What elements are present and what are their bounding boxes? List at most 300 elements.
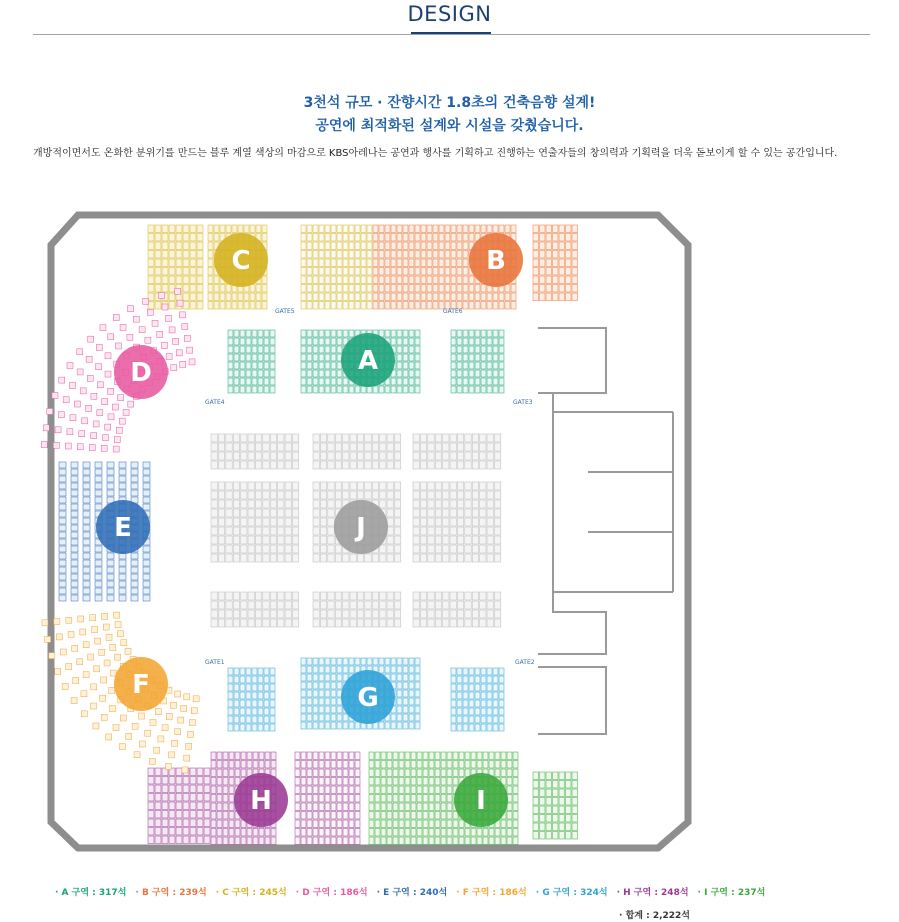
seat <box>457 592 463 600</box>
seat <box>457 716 462 723</box>
seat <box>397 268 402 276</box>
seat <box>162 285 168 293</box>
seat <box>270 708 275 715</box>
seat <box>115 622 121 628</box>
seat <box>176 828 182 836</box>
seat <box>175 288 181 294</box>
floor-block <box>211 434 299 469</box>
seat <box>301 354 306 361</box>
seat <box>307 259 312 267</box>
seat <box>493 378 498 385</box>
seat <box>63 397 69 403</box>
seat <box>255 461 261 469</box>
seat <box>433 234 438 242</box>
seat <box>148 251 154 259</box>
seat <box>457 276 462 284</box>
seat <box>155 251 161 259</box>
seat <box>553 832 559 840</box>
seat <box>285 482 291 490</box>
seat <box>463 378 468 385</box>
seat <box>415 293 420 301</box>
seat <box>93 723 99 729</box>
seat <box>211 527 217 535</box>
seat <box>451 362 456 369</box>
seat <box>226 592 232 600</box>
seat <box>553 293 559 301</box>
seat <box>411 752 416 760</box>
seat <box>328 592 334 600</box>
zone-a-block <box>451 330 504 393</box>
seat <box>248 545 254 553</box>
seat <box>387 837 392 845</box>
seat <box>475 330 480 337</box>
seat <box>428 592 434 600</box>
seat <box>71 483 78 489</box>
seat <box>301 837 306 845</box>
seat <box>107 574 114 580</box>
seat <box>457 700 462 707</box>
seat <box>493 354 498 361</box>
seat <box>457 443 463 451</box>
seat <box>234 724 239 731</box>
seat <box>343 619 349 627</box>
seat <box>320 461 326 469</box>
seat <box>226 518 232 526</box>
seat <box>190 242 196 250</box>
seat <box>228 692 233 699</box>
seat <box>169 819 175 827</box>
seat <box>465 527 471 535</box>
seat <box>435 592 441 600</box>
seat <box>183 293 189 301</box>
seat <box>157 331 163 337</box>
seat <box>475 370 480 377</box>
seat <box>409 338 414 345</box>
seat <box>328 554 334 562</box>
seat <box>423 820 428 828</box>
seat <box>131 567 138 573</box>
seat <box>443 536 449 544</box>
gate-label-gate2: GATE2 <box>515 659 535 666</box>
seat <box>238 225 243 233</box>
seat <box>80 388 86 394</box>
seat <box>116 427 122 433</box>
seat <box>119 483 126 489</box>
seat <box>292 482 298 490</box>
seat <box>494 500 500 508</box>
seat <box>71 518 78 524</box>
seat <box>271 761 276 769</box>
seat <box>546 293 552 301</box>
seat <box>77 349 83 355</box>
seat <box>252 724 257 731</box>
seat <box>233 491 239 499</box>
seat <box>450 434 456 442</box>
seat <box>319 234 324 242</box>
seat <box>385 242 390 250</box>
seat <box>427 225 432 233</box>
seat <box>278 500 284 508</box>
seat <box>559 798 565 806</box>
seat <box>487 592 493 600</box>
seat <box>463 692 468 699</box>
seat <box>155 802 161 810</box>
seat <box>252 338 257 345</box>
seat <box>337 268 342 276</box>
seat <box>387 545 393 553</box>
seat <box>399 761 404 769</box>
seat <box>409 690 414 697</box>
seat <box>343 837 348 845</box>
zone-e-column <box>59 462 66 601</box>
seat <box>292 500 298 508</box>
seat <box>487 370 492 377</box>
seat <box>499 386 504 393</box>
seat <box>572 806 578 814</box>
seat <box>420 500 426 508</box>
seat <box>355 752 360 760</box>
seat <box>494 491 500 499</box>
seat <box>258 676 263 683</box>
seat <box>250 225 255 233</box>
seat <box>301 658 306 665</box>
seat <box>220 285 225 293</box>
seat <box>399 812 404 820</box>
seat <box>325 829 330 837</box>
seat <box>566 259 572 267</box>
seat <box>169 285 175 293</box>
seat <box>313 434 319 442</box>
seat <box>397 302 402 310</box>
seat <box>379 225 384 233</box>
seat <box>240 692 245 699</box>
seat <box>179 312 185 318</box>
seat <box>218 592 224 600</box>
seat <box>325 682 330 689</box>
seat <box>409 370 414 377</box>
seat <box>255 554 261 562</box>
seat <box>465 482 471 490</box>
seat <box>270 610 276 618</box>
seat <box>553 276 559 284</box>
seat <box>83 483 90 489</box>
seat <box>217 761 222 769</box>
seat <box>349 276 354 284</box>
seat <box>169 794 175 802</box>
seat <box>451 251 456 259</box>
seat <box>469 708 474 715</box>
seat <box>187 347 193 353</box>
seat <box>313 276 318 284</box>
seat <box>385 251 390 259</box>
seat <box>103 624 109 630</box>
seat <box>313 378 318 385</box>
seat <box>211 491 217 499</box>
seat <box>494 434 500 442</box>
seat <box>387 769 392 777</box>
seat <box>546 251 552 259</box>
seat <box>328 491 334 499</box>
seat <box>319 690 324 697</box>
seat <box>190 836 196 844</box>
seat <box>463 259 468 267</box>
seat <box>435 829 440 837</box>
seat <box>349 778 354 786</box>
seat <box>533 276 539 284</box>
seat <box>285 491 291 499</box>
seat <box>320 509 326 517</box>
seat <box>325 302 330 310</box>
seat <box>331 682 336 689</box>
seat <box>372 434 378 442</box>
seat <box>540 242 546 250</box>
seat <box>337 330 342 337</box>
seat <box>420 482 426 490</box>
seat <box>415 698 420 705</box>
seat <box>72 645 78 651</box>
seat <box>325 259 330 267</box>
seat <box>397 674 402 681</box>
floor-block <box>413 592 501 627</box>
seat <box>263 601 269 609</box>
seat <box>313 690 318 697</box>
seat <box>229 761 234 769</box>
seat <box>295 803 300 811</box>
seat <box>109 706 115 712</box>
seat <box>409 706 414 713</box>
seat <box>415 346 420 353</box>
seat <box>325 386 330 393</box>
seat <box>457 434 463 442</box>
seat <box>241 509 247 517</box>
seat <box>228 330 233 337</box>
seat <box>453 761 458 769</box>
seat <box>337 829 342 837</box>
zone-g-block <box>451 668 504 731</box>
seat <box>263 491 269 499</box>
seat <box>469 700 474 707</box>
seat <box>391 674 396 681</box>
seat <box>349 820 354 828</box>
seat <box>365 434 371 442</box>
seat <box>553 234 559 242</box>
seat <box>379 666 384 673</box>
seat <box>337 386 342 393</box>
seat <box>301 386 306 393</box>
seat <box>108 334 114 340</box>
seat <box>566 806 572 814</box>
seat <box>533 832 539 840</box>
seat <box>197 777 203 785</box>
seat <box>218 610 224 618</box>
seat <box>380 500 386 508</box>
seat <box>78 616 84 622</box>
seat <box>241 491 247 499</box>
seat <box>533 798 539 806</box>
seat <box>240 354 245 361</box>
seat <box>226 443 232 451</box>
seat <box>463 724 468 731</box>
seat <box>559 832 565 840</box>
seat <box>369 769 374 777</box>
seat <box>217 820 222 828</box>
seat <box>443 601 449 609</box>
seat <box>553 823 559 831</box>
seat <box>447 786 452 794</box>
seat <box>472 482 478 490</box>
seat <box>415 338 420 345</box>
seat <box>559 293 565 301</box>
seat <box>367 259 372 267</box>
seat <box>183 268 189 276</box>
seat <box>411 803 416 811</box>
seat <box>278 443 284 451</box>
seat <box>223 837 228 845</box>
seat <box>176 811 182 819</box>
seat <box>413 601 419 609</box>
seat <box>421 242 426 250</box>
seat <box>475 362 480 369</box>
seat <box>411 786 416 794</box>
seat <box>451 242 456 250</box>
seat <box>176 350 182 356</box>
seat <box>572 251 578 259</box>
seat <box>428 619 434 627</box>
seat <box>361 386 366 393</box>
seat <box>190 251 196 259</box>
seat <box>59 567 66 573</box>
seat <box>507 786 512 794</box>
seat <box>477 837 482 845</box>
seat <box>83 588 90 594</box>
seat <box>481 354 486 361</box>
seat <box>397 658 402 665</box>
seat <box>394 601 400 609</box>
seat <box>399 786 404 794</box>
seat <box>472 545 478 553</box>
seat <box>457 500 463 508</box>
seat <box>451 684 456 691</box>
seat <box>428 509 434 517</box>
seat <box>285 443 291 451</box>
seat <box>255 610 261 618</box>
seat <box>399 752 404 760</box>
seat <box>409 658 414 665</box>
seat <box>223 820 228 828</box>
seat <box>83 581 90 587</box>
seat <box>475 700 480 707</box>
seat <box>450 500 456 508</box>
seat <box>472 610 478 618</box>
seat <box>501 820 506 828</box>
seat <box>307 370 312 377</box>
seat <box>162 268 168 276</box>
seat <box>335 619 341 627</box>
seat <box>162 794 168 802</box>
seat <box>553 772 559 780</box>
seat <box>255 509 261 517</box>
seat <box>379 386 384 393</box>
seat <box>487 554 493 562</box>
seat <box>241 592 247 600</box>
seat <box>403 354 408 361</box>
seat <box>501 761 506 769</box>
seat <box>220 302 225 310</box>
seat <box>71 497 78 503</box>
seat <box>423 812 428 820</box>
seat <box>325 795 330 803</box>
seat <box>507 778 512 786</box>
seat <box>292 518 298 526</box>
seat <box>301 698 306 705</box>
seat <box>451 386 456 393</box>
seat <box>319 706 324 713</box>
seat <box>343 722 348 729</box>
seat <box>252 354 257 361</box>
seat <box>435 509 441 517</box>
seat <box>435 452 441 460</box>
seat <box>197 268 203 276</box>
seat <box>450 452 456 460</box>
seat <box>119 574 126 580</box>
seat <box>252 362 257 369</box>
seat <box>233 610 239 618</box>
seat <box>108 414 114 420</box>
seat <box>235 761 240 769</box>
seat <box>307 338 312 345</box>
seat <box>104 660 110 666</box>
seat <box>337 293 342 301</box>
seat <box>420 518 426 526</box>
seat <box>451 225 456 233</box>
seat <box>97 410 103 416</box>
seat <box>409 234 414 242</box>
seat <box>417 778 422 786</box>
seat <box>457 536 463 544</box>
seat <box>409 330 414 337</box>
seat <box>313 346 318 353</box>
seat <box>365 554 371 562</box>
seat <box>453 769 458 777</box>
seat <box>349 242 354 250</box>
seat <box>292 452 298 460</box>
seat <box>197 259 203 267</box>
seat <box>566 798 572 806</box>
seat <box>211 554 217 562</box>
seat <box>233 461 239 469</box>
seat <box>229 812 234 820</box>
seat <box>204 777 210 785</box>
seat <box>197 811 203 819</box>
seat <box>441 786 446 794</box>
seat <box>83 546 90 552</box>
seat <box>533 242 539 250</box>
seat <box>263 536 269 544</box>
seat <box>428 452 434 460</box>
seat <box>148 259 154 267</box>
seat <box>421 268 426 276</box>
seat <box>325 362 330 369</box>
seat <box>233 527 239 535</box>
seat <box>481 225 486 233</box>
seat <box>208 293 213 301</box>
seat <box>204 802 210 810</box>
seat <box>465 461 471 469</box>
legend-item: · C 구역 : 245석 <box>215 888 287 898</box>
seat <box>373 242 378 250</box>
seat <box>381 803 386 811</box>
zone-marker-g <box>341 670 395 724</box>
